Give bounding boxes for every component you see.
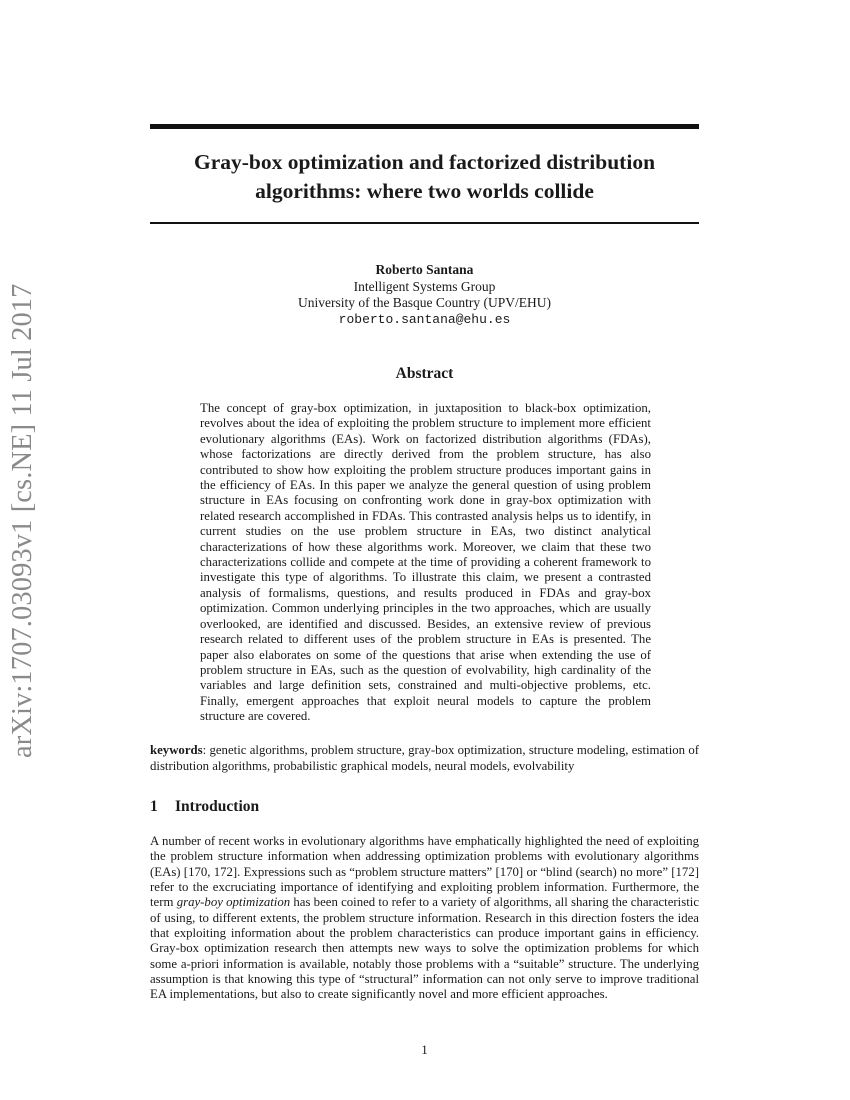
- keywords-label: keywords: [150, 743, 203, 757]
- title-bottom-rule: [150, 222, 699, 224]
- page-number: 1: [421, 1042, 428, 1057]
- author-university: University of the Basque Country (UPV/EHU): [297, 295, 552, 310]
- author-block: [150, 262, 699, 328]
- section-number: 1: [150, 798, 158, 815]
- abstract-heading: Abstract: [395, 365, 454, 382]
- keywords-text: : genetic algorithms, problem structure, gray-box optimization, structure modeling, estimation of distribution algorithms, probabilistic graphical models, neural models, evolvability: [150, 743, 699, 773]
- intro-text-part-2: has been coined to refer to a variety of algorithms, all sharing the characteristic of using, to different extents, the problem structure information. Research in this direction fosters the idea that exploiting information about the problem characteristics can produce important gains in efficiency. Gray-box optimization research then attempts new ways to solve the optimization problems for which some a-priori information is available, notably those problems with a “suitable” structure. The underlying assumption is that knowing this type of “structural” information can not only serve to improve traditional EA implementations, but also to create significantly novel and more efficient approaches.: [150, 895, 699, 1002]
- title-top-rule: [150, 124, 699, 129]
- title-line-1: Gray-box optimization and factorized distribution: [193, 150, 656, 174]
- paper-title: [150, 148, 699, 206]
- introduction-paragraph: [150, 834, 699, 1003]
- section-title: Introduction: [175, 798, 260, 815]
- section-heading-introduction: [150, 797, 259, 817]
- abstract-text: The concept of gray-box optimization, in juxtaposition to black-box optimization, revolves about the idea of exploiting the problem structure to implement more efficient evolutionary algorithms (EAs). Work on factorized distribution algorithms (FDAs), whose factorizations are directly derived from the problem structure, has also contributed to show how exploiting the problem structure produces important gains in the efficiency of EAs. In this paper we analyze the general question of using problem structure in EAs focusing on confronting work done in gray-box optimization with related research accomplished in FDAs. This contrasted analysis helps us to identify, in current studies on the use problem structure in EAs, two distinct analytical characterizations of how these algorithms work. Moreover, we claim that these two characterizations collide and compete at the time of providing a coherent framework to investigate this type of algorithms. To illustrate this claim, we present a contrasted analysis of formalisms, questions, and results produced in FDAs and gray-box optimization. Common underlying principles in the two approaches, which are usually overlooked, are identified and discussed. Besides, an extensive review of previous research related to different uses of the problem structure in EAs is presented. The paper also elaborates on some of the questions that arise when extending the use of problem structure in EAs, such as the question of evolvability, high cardinality of the variables and large definition sets, constrained and multi-objective problems, etc. Finally, emergent approaches that exploit neural models to capture the problem structure are covered.: [200, 401, 651, 724]
- keywords-line: [150, 742, 699, 774]
- title-line-2: algorithms: where two worlds collide: [255, 179, 594, 203]
- author-email[interactable]: roberto.santana@ehu.es: [338, 311, 511, 327]
- arxiv-identifier-stamp: arXiv:1707.03093v1 [cs.NE] 11 Jul 2017: [7, 283, 38, 758]
- author-name: Roberto Santana: [375, 262, 474, 277]
- intro-text-part-1: A number of recent works in evolutionary algorithms have emphatically highlighted the need of exploiting the problem structure information when addressing optimization problems with evolutionary algorithms (EAs) [170, 172]. Expressions such as “problem structure matters” [170] or “blind (search) no more” [172] refer to the excruciating importance of identifying and exploiting problem information. Furthermore, the term: [150, 834, 699, 910]
- intro-emphasized-term: gray-boy optimization: [176, 895, 291, 910]
- author-group: Intelligent Systems Group: [353, 278, 496, 294]
